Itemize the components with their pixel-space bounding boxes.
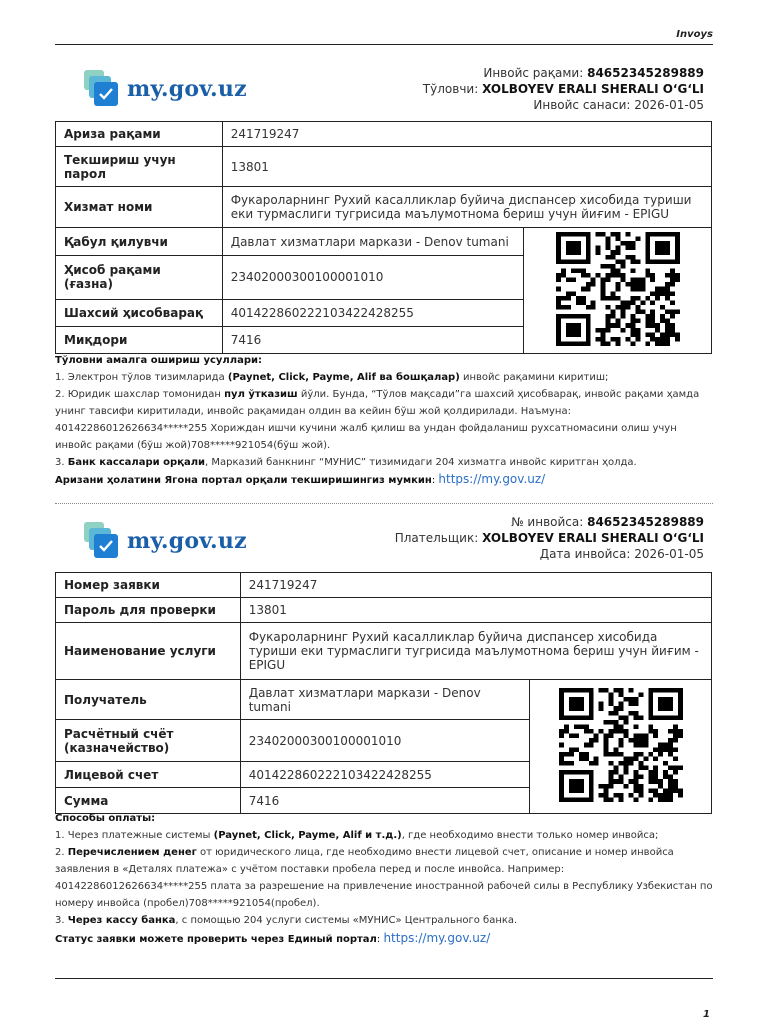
row-key: Получатель <box>56 680 241 720</box>
method-1: 1. Через платежные системы (Paynet, Click, Payme, Alif и т.д.), где необходимо внести только номер инвойса; <box>55 830 659 841</box>
cut-line <box>55 503 713 504</box>
mygov-logo <box>84 522 247 560</box>
method-2: 2. Юридик шахслар томонидан пул ўтказиш йўли. Бунда, “Тўлов мақсади”га шахсий ҳисобварақ, инвойс рақами ҳамда унинг тавсифи киритилади, инвойс рақамидан олдин ва кейин бўш жой қолдирилади. Наъмуна: 40142286012626634*****255 Хориждан ишчи кучини жалб қилиш ва ундан фойдаланиш рухсатномасини олиш учун инвойс рақами (бўш жой)708*****921054(бўш жой). <box>55 389 700 451</box>
row-value: Фукароларнинг Рухий касалликлар буйича диспансер хисобида туриши еки турмаслиги тугрисида маълумотнома бериш учун йиғим - EPIGU <box>240 623 711 680</box>
method-3: 3. Банк кассалари орқали, Марказий банкнинг “МУНИС” тизимидаги 204 хизматга инвойс киритган ҳолда. <box>55 457 637 468</box>
invoice-date: 2026-01-05 <box>634 98 704 112</box>
invoice-info-uz: Инвойс рақами: 84652345289889 Тўловчи: XOLBOYEV ERALI SHERALI O‘G‘LI Инвойс санаси: 2026-01-05 <box>422 66 704 112</box>
row-value: 7416 <box>240 788 530 814</box>
row-value: 23402000300100001010 <box>240 720 530 762</box>
qr-code <box>530 680 712 814</box>
payment-methods-uz <box>55 352 715 471</box>
portal-link[interactable]: https://my.gov.uz/ <box>383 931 491 945</box>
top-divider <box>55 44 713 45</box>
row-value: 241719247 <box>222 122 711 147</box>
payer-name: XOLBOYEV ERALI SHERALI O‘G‘LI <box>482 82 704 96</box>
row-value: 241719247 <box>240 573 711 598</box>
qr-code <box>524 228 712 354</box>
mygov-logo-icon <box>84 70 122 108</box>
logo-text: my.gov.uz <box>127 528 247 554</box>
method-2: 2. Перечислением денег от юридического лица, где необходимо внести лицевой счет, описание и номер инвойса заявления в «Деталях платежа» с учётом поставки пробела перед и после инвойса. Например: 40142286012626634*****255 плата за разрешение на привлечение иностранной рабочей силы в Республику Узбекистан по номеру инвойса (пробел)708*****921054(пробел). <box>55 847 713 909</box>
method-3: 3. Через кассу банка, с помощью 204 услуги системы «МУНИС» Центрального банка. <box>55 915 518 926</box>
row-key: Текшириш учун парол <box>56 147 223 187</box>
logo-text: my.gov.uz <box>127 76 247 102</box>
invoice-number: 84652345289889 <box>587 66 704 80</box>
row-key: Пароль для проверки <box>56 598 241 623</box>
mygov-logo-icon <box>84 522 122 560</box>
row-key: Ариза рақами <box>56 122 223 147</box>
row-key: Қабул қилувчи <box>56 228 223 256</box>
invoice-info-ru: № инвойса: 84652345289889 Плательщик: XOLBOYEV ERALI SHERALI O‘G‘LI Дата инвойса: 2026-01-05 <box>394 515 704 561</box>
row-value: 401422860222103422428255 <box>240 762 530 788</box>
row-key: Наименование услуги <box>56 623 241 680</box>
mygov-logo <box>84 70 247 108</box>
portal-link[interactable]: https://my.gov.uz/ <box>438 472 546 486</box>
payer-name: XOLBOYEV ERALI SHERALI O‘G‘LI <box>482 531 704 545</box>
row-value: 23402000300100001010 <box>222 256 524 300</box>
row-value: 401422860222103422428255 <box>222 299 524 326</box>
invoice-table-uz <box>55 121 712 354</box>
row-key: Шахсий ҳисобварақ <box>56 299 223 326</box>
invoice-date: 2026-01-05 <box>634 547 704 561</box>
payment-methods-ru <box>55 810 715 929</box>
bottom-divider <box>55 978 713 979</box>
methods-title: Способы оплаты: <box>55 813 156 824</box>
status-check-uz: Аризани ҳолатини Ягона портал орқали текширишингиз мумкин: https://my.gov.uz/ <box>55 472 546 486</box>
invoice-number: 84652345289889 <box>587 515 704 529</box>
row-value: 13801 <box>222 147 711 187</box>
method-1: 1. Электрон тўлов тизимларида (Paynet, Click, Payme, Alif ва бошқалар) инвойс рақамини киритиш; <box>55 372 609 383</box>
status-check-ru: Статус заявки можете проверить через Единый портал: https://my.gov.uz/ <box>55 931 491 945</box>
row-value: Фукароларнинг Рухий касалликлар буйича диспансер хисобида туриши еки турмаслиги тугрисида маълумотнома бериш учун йиғим - EPIGU <box>222 187 711 228</box>
row-key: Хизмат номи <box>56 187 223 228</box>
row-key: Ҳисоб рақами (ғазна) <box>56 256 223 300</box>
invoice-table-ru <box>55 572 712 814</box>
row-value: Давлат хизматлари маркази - Denov tumani <box>222 228 524 256</box>
document-header-label: Invoys <box>676 29 713 40</box>
row-key: Расчётный счёт (казначейство) <box>56 720 241 762</box>
row-key: Номер заявки <box>56 573 241 598</box>
row-key: Миқдори <box>56 326 223 353</box>
row-value: Давлат хизматлари маркази - Denov tumani <box>240 680 530 720</box>
page-number: 1 <box>703 1009 710 1020</box>
row-value: 7416 <box>222 326 524 353</box>
row-key: Лицевой счет <box>56 762 241 788</box>
row-value: 13801 <box>240 598 711 623</box>
row-key: Сумма <box>56 788 241 814</box>
methods-title: Тўловни амалга ошириш усуллари: <box>55 355 262 366</box>
